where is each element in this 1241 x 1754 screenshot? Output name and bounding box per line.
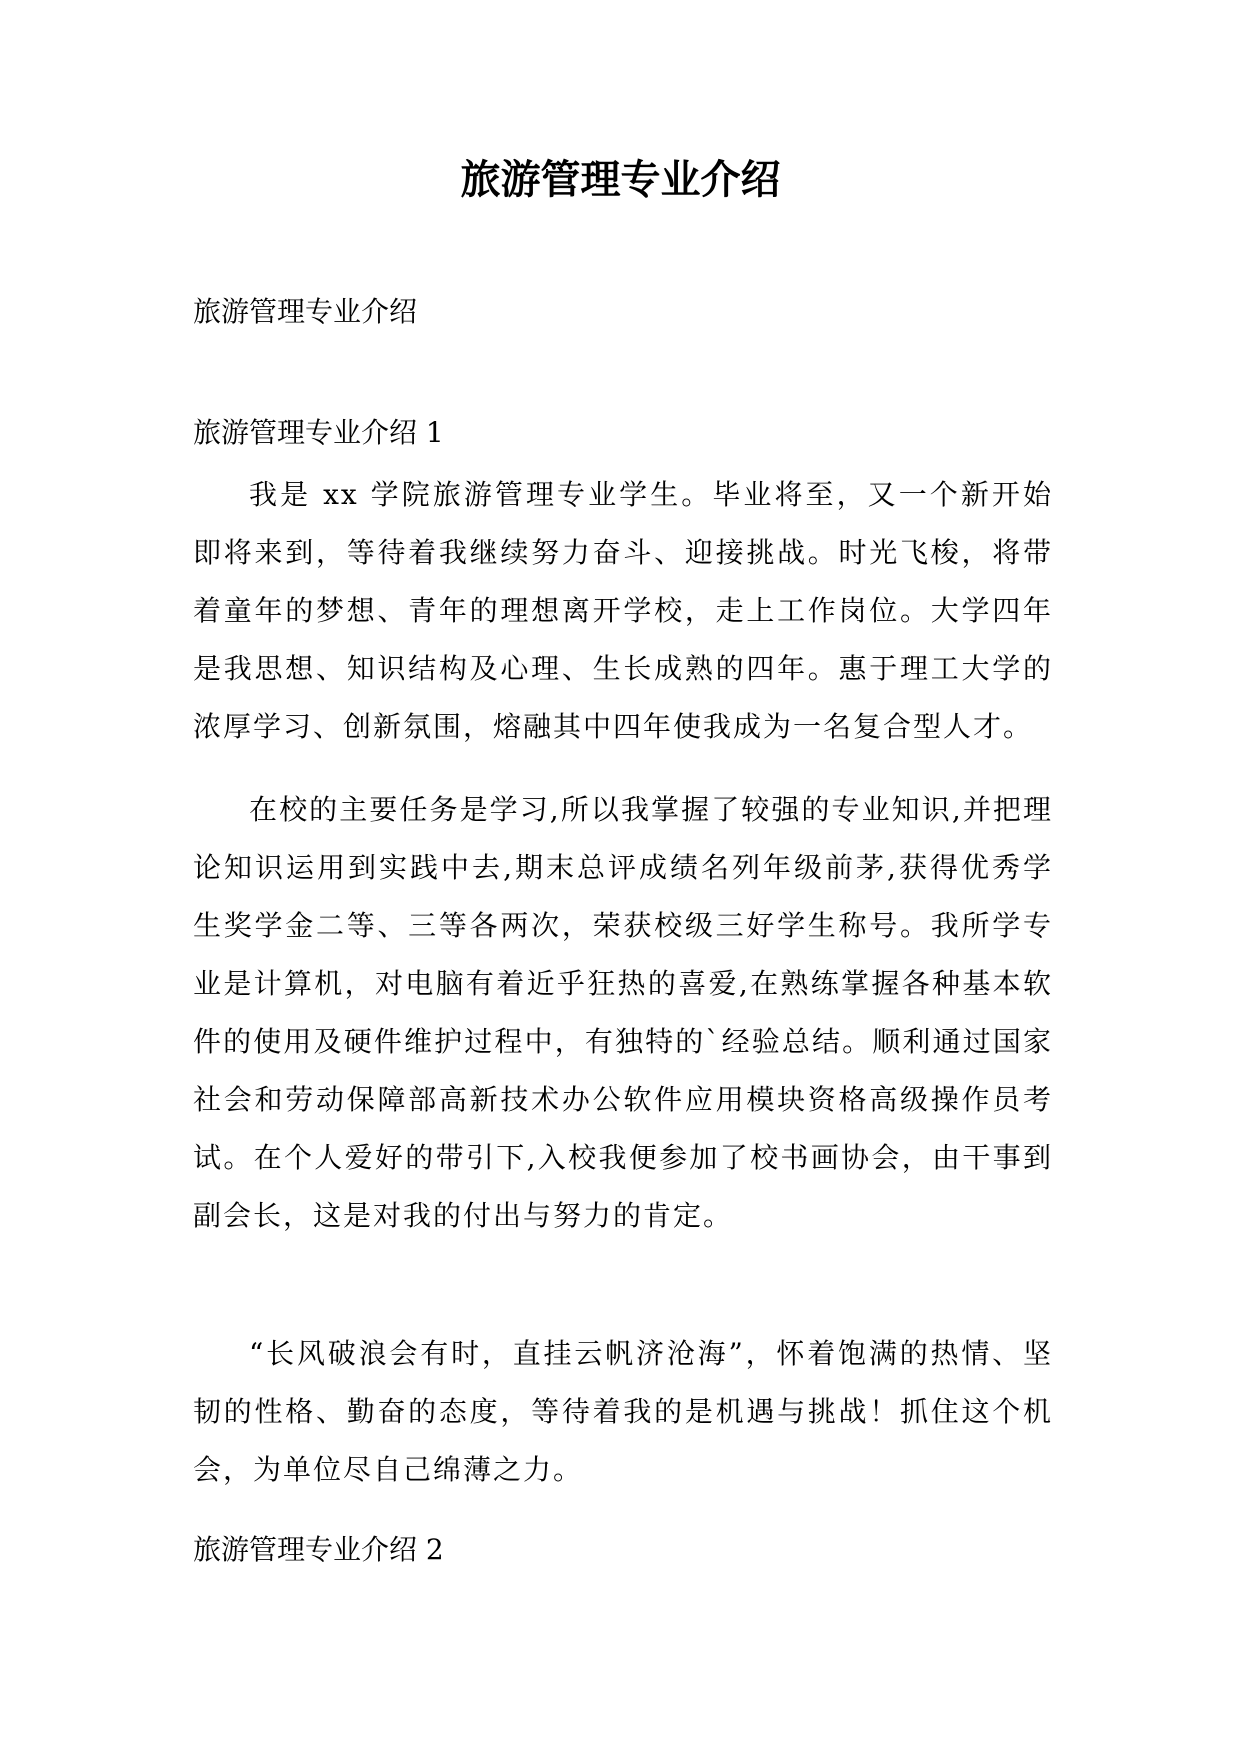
paragraph-1: 我是 xx 学院旅游管理专业学生。毕业将至，又一个新开始即将来到，等待着我继续努力奋斗、迎接挑战。时光飞梭，将带着童年的梦想、青年的理想离开学校，走上工作岗位。大学四年是我思想、知识结构及心理、生长成熟的四年。惠于理工大学的浓厚学习、创新氛围，熔融其中四年使我成为一名复合型人才。: [193, 478, 1053, 743]
section-heading-1: 旅游管理专业介绍 1: [193, 416, 444, 449]
document-subtitle: 旅游管理专业介绍: [193, 295, 418, 328]
paragraph-3: “长风破浪会有时，直挂云帆济沧海”，怀着饱满的热情、坚韧的性格、勤奋的态度，等待着我的是机遇与挑战！抓住这个机会，为单位尽自己绵薄之力。: [193, 1337, 1053, 1486]
document-title: 旅游管理专业介绍: [460, 156, 781, 203]
paragraph-2: 在校的主要任务是学习,所以我掌握了较强的专业知识,并把理论知识运用到实践中去,期末总评成绩名列年级前茅,获得优秀学生奖学金二等、三等各两次，荣获校级三好学生称号。我所学专业是计算机，对电脑有着近乎狂热的喜爱,在熟练掌握各种基本软件的使用及硬件维护过程中，有独特的`经验总结。顺利通过国家社会和劳动保障部高新技术办公软件应用模块资格高级操作员考试。在个人爱好的带引下,入校我便参加了校书画协会，由干事到副会长，这是对我的付出与努力的肯定。: [193, 793, 1053, 1232]
section-heading-2: 旅游管理专业介绍 2: [193, 1533, 444, 1566]
